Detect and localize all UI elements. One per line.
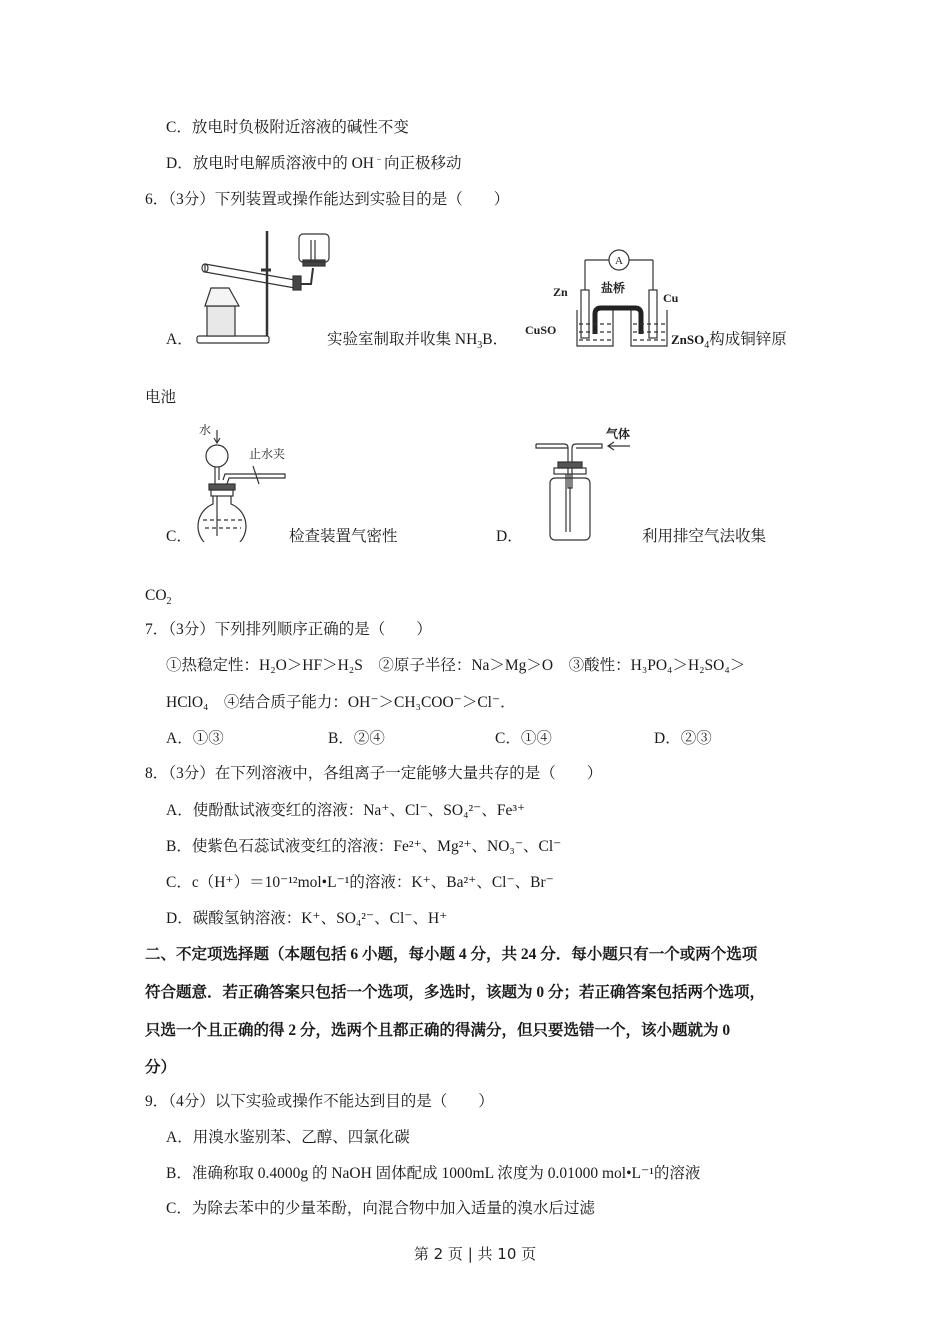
section2-instructions-2: 符合题意．若正确答案只包括一个选项，多选时，该题为 0 分；若正确答案包括两个选项， — [145, 984, 766, 1001]
q6-option-a-desc: 实验室制取并收集 NH — [327, 331, 478, 348]
q7-statements-2: HClO₄ ④结合质子能力：OH⁻＞CH₃COO⁻＞Cl⁻． — [166, 694, 516, 711]
svg-text:Zn: Zn — [553, 285, 568, 299]
q7-option-b: B．②④ — [328, 730, 385, 747]
section2-instructions-3: 只选一个且正确的得 2 分，选两个且都正确的得满分，但只要选错一个，该小题就为 0 — [145, 1022, 731, 1039]
section2-instructions-4: 分） — [145, 1059, 177, 1076]
figure-ammonia-apparatus — [195, 226, 335, 348]
q6-option-b-label: B． — [482, 331, 509, 348]
subscript: 3 — [477, 340, 483, 352]
q7-statements-1: ①热稳定性：H₂O＞HF＞H₂S ②原子半径：Na＞Mg＞O ③酸性：H₃PO₄＞H₂SO₄＞ — [166, 657, 746, 674]
q8-option-c: C．c（H⁺）＝10⁻¹²mol•L⁻¹的溶液：K⁺、Ba²⁺、Cl⁻、Br⁻ — [166, 874, 554, 891]
q8-option-d: D．碳酸氢钠溶液：K⁺、SO₄²⁻、Cl⁻、H⁺ — [166, 910, 448, 927]
q5-option-d-text: D．放电时电解质溶液中的 OH — [166, 155, 374, 172]
svg-text:水: 水 — [199, 423, 212, 437]
superscript: ﹣ — [373, 153, 384, 165]
q5-option-d-text-post: 向正极移动 — [383, 155, 462, 172]
q6-option-d-label: D． — [496, 528, 523, 545]
figure-airtightness-check — [195, 418, 295, 542]
q8-stem: 8．（3分）在下列溶液中，各组离子一定能够大量共存的是（ ） — [145, 765, 603, 782]
q6-option-c-text: 检查装置气密性 — [289, 528, 398, 545]
q7-stem: 7．（3分）下列排列顺序正确的是（ ） — [145, 621, 432, 638]
q8-option-a: A．使酚酞试液变红的溶液：Na⁺、Cl⁻、SO₄²⁻、Fe³⁺ — [166, 802, 526, 819]
q6-option-c-label: C． — [166, 528, 192, 545]
svg-text:盐桥: 盐桥 — [601, 281, 626, 295]
q7-option-a: A．①③ — [166, 730, 224, 747]
q6-option-b-wrap: 电池 — [145, 389, 177, 406]
co2-text: CO — [145, 587, 167, 604]
subscript: 4 — [704, 340, 710, 352]
q5-option-d — [166, 154, 461, 174]
q6-stem: 6．（3分）下列装置或操作能达到实验目的是（ ） — [145, 191, 510, 208]
svg-text:CuSO: CuSO — [525, 323, 557, 337]
q9-option-b: B．准确称取 0.4000g 的 NaOH 固体配成 1000mL 浓度为 0.01000 mol•L⁻¹的溶液 — [166, 1165, 701, 1182]
q6-option-d-wrap — [145, 586, 172, 606]
q9-stem: 9．（4分）以下实验或操作不能达到目的是（ ） — [145, 1093, 494, 1110]
q6-option-b-text — [671, 330, 787, 350]
subscript: 2 — [166, 596, 172, 608]
figure-galvanic-cell — [523, 230, 683, 350]
q8-option-b: B．使紫色石蕊试液变红的溶液：Fe²⁺、Mg²⁺、NO₃⁻、Cl⁻ — [166, 838, 562, 855]
page-footer: 第 2 页 | 共 10 页 — [413, 1245, 537, 1263]
svg-text:Cu: Cu — [663, 291, 679, 305]
svg-text:止水夹: 止水夹 — [249, 447, 286, 461]
q9-option-a: A．用溴水鉴别苯、乙醇、四氯化碳 — [166, 1129, 410, 1146]
q9-option-c: C．为除去苯中的少量苯酚，向混合物中加入适量的溴水后过滤 — [166, 1200, 595, 1217]
q6-option-b-desc: 构成铜锌原 — [709, 331, 787, 348]
q5-option-c: C．放电时负极附近溶液的碱性不变 — [166, 119, 409, 136]
q6-option-a-label: A． — [166, 331, 193, 348]
q6-option-a-text — [327, 330, 508, 350]
q7-option-d: D．②③ — [654, 730, 712, 747]
svg-text:气体: 气体 — [606, 427, 631, 441]
section2-instructions-1: 二、不定项选择题（本题包括 6 小题，每小题 4 分，共 24 分．每小题只有一个或两个选项 — [145, 946, 758, 963]
svg-text:A: A — [615, 255, 623, 267]
znso4-label: ZnSO — [671, 332, 705, 347]
q6-option-d-text: 利用排空气法收集 — [642, 528, 767, 545]
q7-option-c: C．①④ — [495, 730, 552, 747]
figure-gas-collection-bottle — [530, 420, 650, 542]
